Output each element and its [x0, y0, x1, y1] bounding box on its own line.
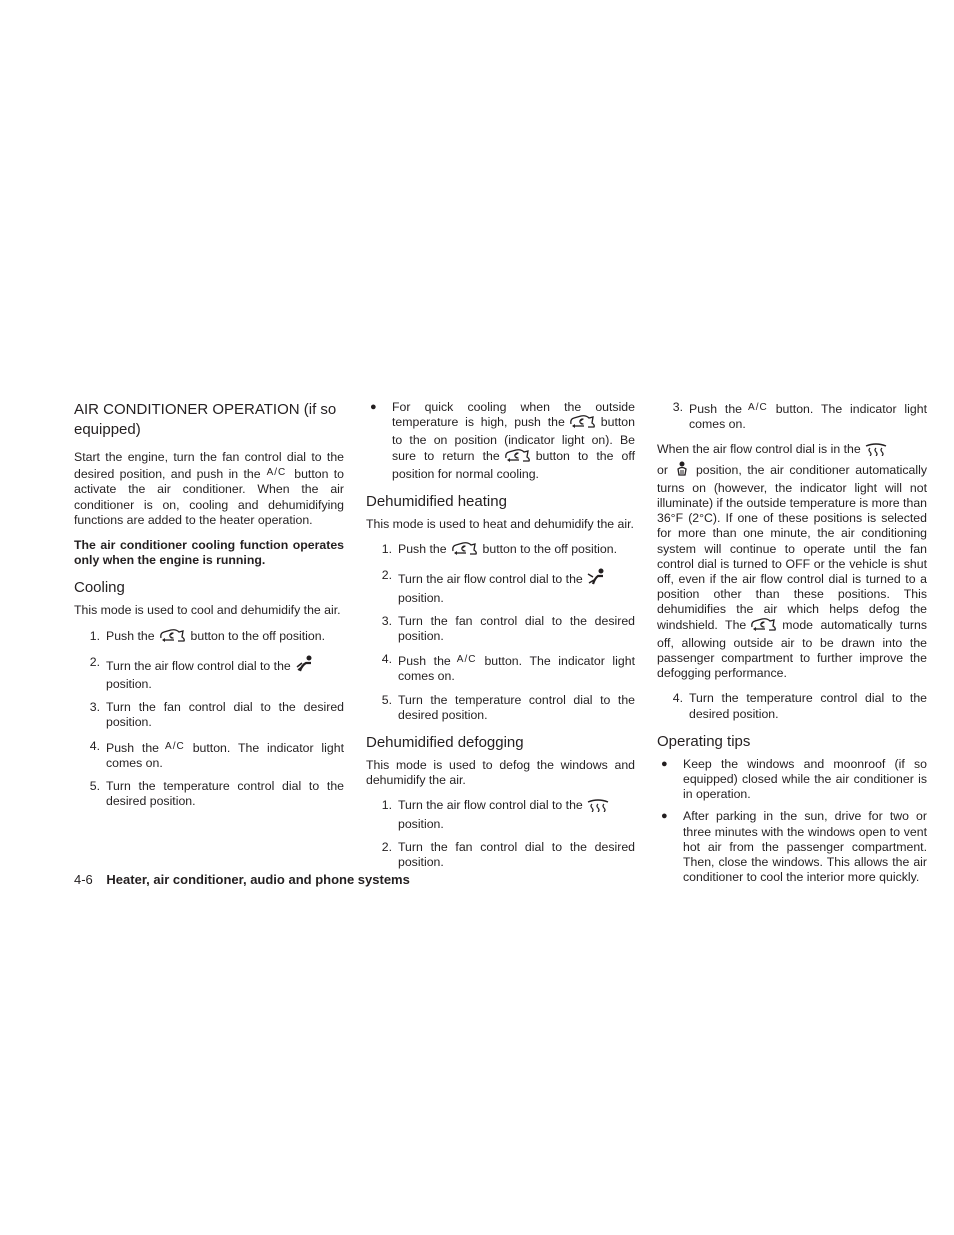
recirculation-icon [503, 449, 533, 467]
column-3 [657, 400, 927, 895]
list-item: 1. Turn the air flow control dial to the position. [366, 798, 635, 831]
bullet-icon: ● [370, 401, 377, 413]
recirculation-icon [749, 618, 779, 636]
recirculation-icon [568, 415, 598, 433]
list-item: 1. Push the button to the off position. [74, 629, 344, 647]
list-item: 5. Turn the temperature control dial to the desired position. [381, 692, 635, 722]
warning-paragraph: The air conditioner cooling function operates only when the engine is running. [74, 538, 344, 568]
operating-tips-list [657, 757, 927, 886]
column-1 [74, 400, 344, 819]
chapter-title: Heater, air conditioner, audio and phone systems [106, 872, 410, 887]
cooling-steps [74, 629, 344, 810]
recirculation-icon [450, 542, 480, 560]
list-item: 3. Turn the fan control dial to the desired position. [89, 700, 344, 730]
floor-defrost-icon [671, 461, 693, 481]
list-item: ● For quick cooling when the outside temperature is high, push the button to the on position (indicator light on). Be sure to return the button to the off position for normal cooling. [366, 400, 635, 482]
bullet-icon: ● [661, 810, 668, 823]
cooling-intro: This mode is used to cool and dehumidify the air. [74, 603, 341, 618]
operating-tips-heading: Operating tips [657, 732, 751, 750]
heating-intro: This mode is used to heat and dehumidify the air. [366, 517, 634, 532]
list-item: 2. Turn the air flow control dial to the position. [366, 568, 635, 605]
heating-steps [366, 542, 635, 723]
list-item: 1. Push the button to the off position. [366, 542, 635, 560]
defog-steps [366, 798, 635, 870]
vent-airflow-icon [294, 655, 314, 677]
list-item: 3. Turn the fan control dial to the desired position. [381, 613, 635, 644]
dehumidified-defogging-heading: Dehumidified defogging [366, 734, 524, 752]
intro-paragraph: Start the engine, turn the fan control dial to the desired position, and push in the $^{A/C}$ button to activate the air conditioner. When the air conditioner is on, cooling and dehumidifying functions are added to the heater operation. [74, 450, 344, 527]
list-item: ● Keep the windows and moonroof (if so equipped) closed while the air conditioner is in operation. [657, 757, 927, 803]
list-item: 3. Push the $^{A/C}$ button. The indicator light comes on. [672, 400, 927, 432]
cooling-heading: Cooling [74, 579, 125, 597]
ac-button-icon: A/C [165, 740, 185, 752]
defog-steps-continued [657, 400, 927, 432]
defrost-icon [864, 442, 888, 460]
ac-button-icon: A/C [266, 467, 287, 479]
ac-button-icon: A/C [456, 654, 477, 666]
bullet-icon: ● [661, 757, 668, 770]
recirculation-icon [158, 629, 188, 647]
list-item: 4. Push the $^{A/C}$ button. The indicator light comes on. [89, 738, 344, 770]
list-item: ● After parking in the sun, drive for two or three minutes with the windows open to vent hot air from the passenger compartment. Then, close the windows. This allows the air conditioner to cool the interior more quickly. [657, 809, 927, 885]
defrost-icon [586, 798, 610, 816]
list-item: 4. Push the $^{A/C}$ button. The indicator light comes on. [381, 652, 635, 684]
list-item: 4. Turn the temperature control dial to the desired position. [672, 691, 927, 721]
auto-ac-paragraph: When the air flow control dial is in the or position, the air conditioner automatically turns on (however, the indicator light will not illuminate) if the outside temperature is more than 36°F (2°C). If one of these positions is selected for more than one minute, the air conditioning system will continue to operate until the fan control dial is turned to OFF or the vehicle is shut off, even if the air flow control dial is turned to a position other than these positions. This dehumidifies the air which helps defog the windshield. The mode automatically turns off, allowing outside air to be drawn into the passenger compartment to further improve the defogging performance. [657, 442, 927, 681]
page-number: 4-6 [74, 872, 93, 887]
defog-intro: This mode is used to defog the windows and dehumidify the air. [366, 758, 635, 788]
dehumidified-heating-heading: Dehumidified heating [366, 493, 507, 511]
ac-button-icon: A/C [748, 402, 768, 413]
section-heading: AIR CONDITIONER OPERATION (if so equipped) [74, 401, 337, 438]
list-item: 2. Turn the air flow control dial to the position. [74, 655, 344, 692]
list-item: 2. Turn the fan control dial to the desired position. [381, 839, 635, 870]
temperature-step [657, 691, 927, 721]
page-footer [74, 872, 410, 887]
list-item: 5. Turn the temperature control dial to the desired position. [89, 779, 344, 809]
bi-level-airflow-icon [586, 568, 606, 590]
quick-cooling-bullet [366, 400, 635, 482]
column-2 [366, 400, 635, 880]
